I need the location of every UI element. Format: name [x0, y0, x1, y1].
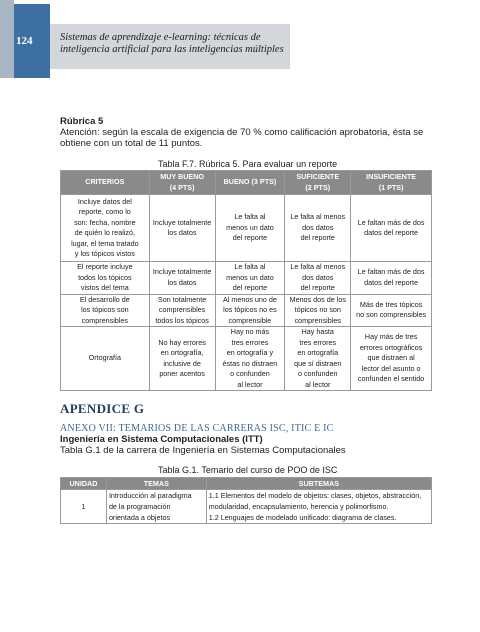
header-muy-bueno-line2: (4 PTS)	[169, 182, 195, 192]
cell-line: Le falta al	[234, 212, 266, 222]
cell-line: Incluye totalmente	[152, 217, 212, 227]
running-title-line2: inteligencia artificial para las inteligencias múltiples	[60, 44, 284, 55]
table-cell	[61, 327, 150, 391]
cell-line: Menos dos de los	[289, 294, 346, 304]
page-number: 124	[16, 35, 33, 47]
cell-line: Hay hasta	[301, 327, 334, 336]
cell-line: del reporte	[300, 283, 335, 292]
table-cell	[61, 195, 150, 262]
cell-line: tres errores	[299, 337, 337, 347]
cell-line: los datos	[167, 228, 197, 237]
cell-line: El desarrollo de	[79, 294, 130, 304]
cell-line: comprensibles	[158, 305, 206, 314]
cell-line: tópicos no son	[294, 305, 341, 314]
cell-line: No hay errores	[158, 337, 206, 347]
header-muy-bueno-line1: MUY BUENO	[160, 172, 204, 181]
appendix-title: APENDICE G	[60, 401, 145, 416]
cell-line: que sí distraen	[294, 358, 342, 368]
table-cell	[149, 294, 215, 327]
cell-line: poner acentos	[159, 369, 205, 378]
cell-line: del reporte	[300, 233, 335, 243]
running-title	[60, 32, 290, 56]
header-criterios: CRITERIOS	[61, 171, 150, 195]
cell-line: El reporte incluye	[77, 262, 133, 271]
temas-cell	[106, 490, 206, 524]
subtemas-cell	[206, 490, 431, 524]
rubric-table	[60, 170, 432, 391]
cell-line: menos un dato	[226, 222, 274, 232]
table-cell	[215, 327, 285, 391]
table-cell	[285, 327, 351, 391]
cell-line: Le faltan más de dos	[357, 217, 425, 227]
cell-line: no son comprensibles	[356, 310, 427, 320]
table-cell	[61, 262, 150, 295]
appendix-subtitle: Ingeniería en Sistema Computacionales (ITT)	[60, 434, 263, 445]
cell-line: de quién lo realizó,	[74, 228, 135, 237]
table-cell	[61, 294, 150, 327]
cell-line: todos los tópicos	[155, 315, 209, 325]
cell-line: del reporte	[232, 283, 268, 292]
table2-header-row	[61, 478, 432, 490]
rubric-title: Rúbrica 5	[60, 116, 104, 127]
cell-line: Hay más de tres	[364, 332, 418, 342]
table1-header-row	[61, 171, 432, 195]
cell-line: Incluye totalmente	[152, 267, 212, 277]
table-row	[61, 294, 432, 327]
header-suficiente	[285, 171, 351, 195]
cell-line: Le falta al	[234, 262, 266, 271]
header-insuficiente	[351, 171, 432, 195]
header-unidad: UNIDAD	[61, 478, 107, 490]
cell-line: éstas no distraen	[222, 358, 278, 368]
header-insuficiente-line1: INSUFICIENTE	[366, 172, 417, 181]
appendix-text: Tabla G.1 de la carrera de Ingeniería en Sistemas Computacionales	[60, 445, 346, 456]
table-cell	[351, 195, 432, 262]
table-cell	[351, 262, 432, 295]
cell-line: 1.2 Lenguajes de modelado unificado: diagrama de clases.	[208, 513, 397, 522]
header-gap	[50, 6, 290, 24]
cell-line: todos los tópicos	[78, 272, 132, 282]
cell-line: lugar, el tema tratado	[71, 238, 139, 248]
cell-line: al lector	[237, 379, 263, 389]
cell-line: comprensibles	[294, 315, 341, 325]
table-cell	[351, 294, 432, 327]
syllabus-table	[60, 477, 432, 524]
table-cell	[285, 294, 351, 327]
cell-line: los datos	[167, 277, 197, 287]
cell-line: Al menos uno de	[222, 294, 277, 304]
unidad-cell: 1	[61, 490, 107, 524]
cell-line: de la programación	[108, 502, 171, 511]
cell-line: Incluye datos del	[77, 196, 132, 206]
table-cell	[285, 195, 351, 262]
cell-line: comprensible	[228, 315, 272, 325]
cell-line: Hay no más	[230, 327, 270, 336]
table-cell	[215, 294, 285, 327]
cell-line: o confunden	[230, 369, 270, 378]
table-cell	[215, 262, 285, 295]
table-row	[61, 195, 432, 262]
table-row	[61, 327, 432, 391]
cell-line: Le faltan más de dos	[357, 267, 425, 277]
cell-line: vistos del tema	[80, 283, 129, 292]
cell-line: en ortografía,	[160, 348, 204, 357]
cell-line: lector del asunto o	[361, 363, 421, 373]
table-cell	[149, 262, 215, 295]
header-insuficiente-line2: (1 PTS)	[378, 182, 404, 192]
table-cell	[149, 327, 215, 391]
cell-line: que distraen al	[367, 353, 415, 363]
table2-caption: Tabla G.1. Temario del curso de POO de ISC	[158, 465, 338, 475]
annex-title: ANEXO VII: TEMARIOS DE LAS CARRERAS ISC, ITIC E IC	[60, 423, 334, 434]
table-row	[61, 490, 432, 524]
cell-line: dos datos	[302, 222, 334, 232]
cell-line: Más de tres tópicos	[359, 299, 423, 309]
rubric-text: Atención: según la escala de exigencia de 70 % como calificación aprobatoria, ésta se obtiene con un total de 11 puntos.	[60, 127, 424, 149]
cell-line: Le falta al menos	[290, 262, 346, 271]
cell-line: modularidad, encapsulamiento, herencia y polimorfismo.	[208, 502, 389, 511]
cell-line: en ortografía y	[226, 348, 274, 357]
header-bueno: BUENO (3 PTS)	[215, 171, 285, 195]
cell-line: Introducción al paradigma	[108, 491, 192, 500]
table-cell	[149, 195, 215, 262]
cell-line: Le falta al menos	[290, 212, 346, 222]
cell-line: al lector	[305, 379, 331, 389]
cell-line: datos del reporte	[364, 228, 419, 237]
cell-line: inclusive de	[163, 358, 201, 368]
header-suficiente-line1: SUFICIENTE	[296, 172, 340, 181]
cell-line: 1.1 Elementos del modelo de objetos: clases, objetos, abstracción,	[208, 491, 422, 500]
cell-line: comprensibles	[81, 315, 128, 325]
cell-line: tres errores	[231, 337, 269, 347]
cell-line: del reporte	[232, 233, 268, 243]
table-cell	[215, 195, 285, 262]
cell-line: Son totalmente	[157, 294, 207, 304]
cell-line: son: fecha, nombre	[74, 217, 136, 227]
running-title-line1: Sistemas de aprendizaje e-learning: técnicas de	[60, 32, 261, 43]
table-cell	[351, 327, 432, 391]
cell-line: errores ortográficos	[359, 342, 423, 352]
cell-line: confunden el sentido	[357, 374, 425, 384]
cell-line: reporte, como lo	[78, 207, 131, 216]
cell-line: dos datos	[302, 272, 334, 282]
cell-line: o confunden	[297, 369, 338, 378]
cell-line: los tópicos no es	[223, 305, 277, 314]
cell-line: los tópicos son	[81, 305, 129, 314]
header-subtemas: SUBTEMAS	[206, 478, 431, 490]
cell-line: orientada a objetos	[108, 513, 171, 522]
table-row	[61, 262, 432, 295]
cell-line: Ortografía	[88, 353, 122, 363]
cell-line: en ortografía	[297, 348, 339, 357]
header-muy-bueno	[149, 171, 215, 195]
cell-line: y los tópicos vistos	[74, 249, 135, 258]
cell-line: menos un dato	[226, 272, 274, 282]
table1-caption: Tabla F.7. Rúbrica 5. Para evaluar un reporte	[158, 159, 338, 169]
table-cell	[285, 262, 351, 295]
header-side-bar	[0, 0, 14, 78]
header-suficiente-line2: (2 PTS)	[305, 182, 331, 192]
cell-line: datos del reporte	[364, 277, 419, 287]
header-temas: TEMAS	[106, 478, 206, 490]
